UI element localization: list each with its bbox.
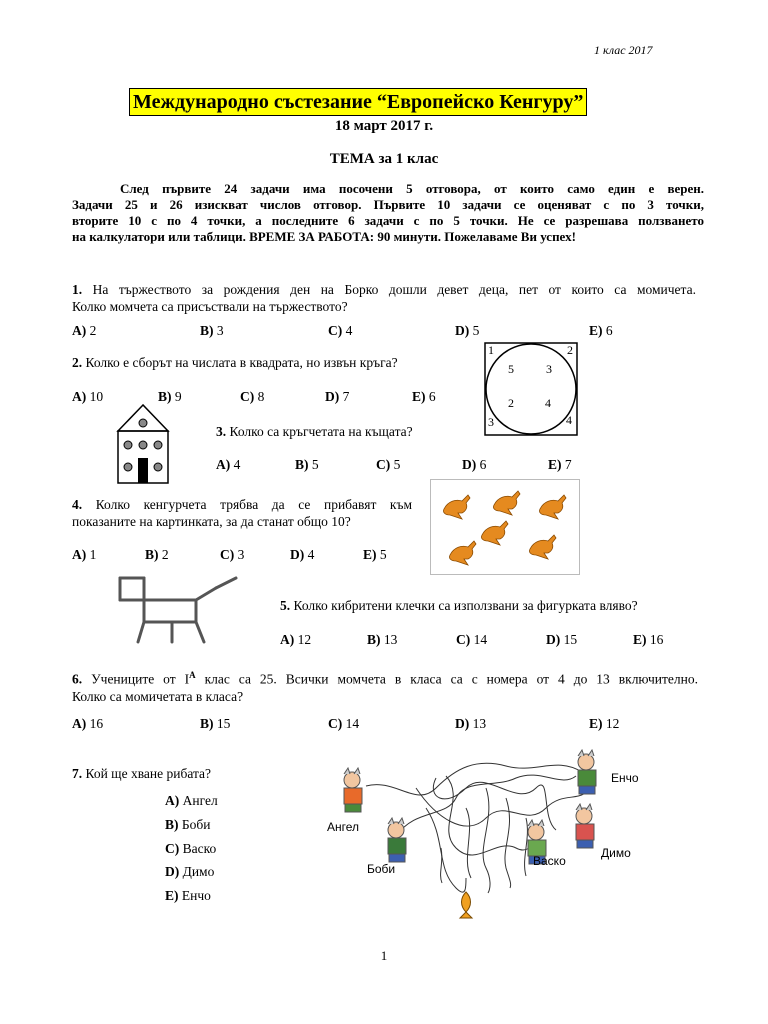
question-number: 6. — [72, 671, 83, 687]
answer-option[interactable]: B) Боби — [165, 817, 211, 832]
kangaroo-icon — [493, 491, 520, 515]
fishing-line — [466, 808, 471, 878]
matchstick — [196, 622, 204, 642]
child-name-label: Боби — [367, 862, 396, 876]
page-number: 1 — [380, 948, 388, 963]
answer-option[interactable]: E) 16 — [633, 632, 664, 647]
question-2 — [72, 355, 398, 371]
answer-option[interactable]: E) 7 — [548, 457, 572, 472]
kangaroos-picture — [430, 479, 580, 575]
matchstick — [138, 622, 144, 642]
question-3 — [216, 424, 413, 440]
answer-option[interactable]: A) Ангел — [165, 793, 218, 808]
square-circle-figure — [484, 342, 578, 436]
intro-line: вторите 10 с по 4 точки, а последните 6 задачи с по 5 точки. Не се разрешава ползването — [72, 213, 704, 228]
question-text: показаните на картинката, за да станат общо 10? — [72, 514, 351, 529]
child-figure-icon — [578, 750, 596, 794]
matchstick — [216, 578, 236, 588]
kangaroo-icon — [539, 495, 566, 519]
child-name-label: Ангел — [327, 820, 360, 834]
question-text: клас са 25. Всички момчета в класа са с номера от 4 до 13 включително. — [195, 671, 698, 687]
title-part-2: “Европейско Кенгуру” — [371, 91, 584, 113]
question-6 — [72, 667, 698, 705]
answer-option[interactable]: B) 3 — [200, 323, 224, 338]
intro-line: на калкулатори или таблици. ВРЕМЕ ЗА РАБОТА: 90 минути. Пожелаваме Ви успех! — [72, 229, 576, 244]
child-figure-icon — [576, 804, 594, 848]
square-number: 3 — [488, 415, 494, 429]
competition-date: 18 март 2017 г. — [334, 118, 434, 134]
answer-option[interactable]: D) Димо — [165, 864, 215, 879]
house-circle — [124, 463, 132, 471]
house-door — [138, 458, 148, 483]
fish-icon — [460, 892, 472, 918]
answer-option[interactable]: C) 3 — [220, 547, 245, 562]
class-superscript: А — [189, 670, 196, 680]
answer-option[interactable]: D) 4 — [290, 547, 315, 562]
question-text: Колко са момичетата в класа? — [72, 688, 244, 704]
fishing-line — [525, 818, 528, 876]
answer-option[interactable]: B) 5 — [295, 457, 319, 472]
question-7 — [72, 766, 211, 782]
kangaroo-icon — [481, 521, 508, 545]
answer-option[interactable]: C) Васко — [165, 841, 217, 856]
answer-option[interactable]: D) 13 — [455, 716, 487, 731]
answer-option[interactable]: A) 10 — [72, 389, 104, 404]
house-figure — [114, 403, 172, 485]
house-circle — [139, 419, 147, 427]
answer-option[interactable]: E) 5 — [363, 547, 387, 562]
house-circle — [154, 463, 162, 471]
question-1 — [72, 281, 696, 315]
square-number: 4 — [566, 413, 572, 427]
fishing-line — [446, 776, 538, 855]
fishing-line — [416, 778, 594, 826]
question-text: Колко кибритени клечки са използвани за фигурката вляво? — [293, 598, 638, 613]
title-part-1: Международно състезание — [133, 91, 372, 113]
kangaroo-icon — [529, 535, 556, 559]
house-circle — [124, 441, 132, 449]
question-number: 2. — [72, 355, 83, 370]
answer-option[interactable]: C) 14 — [328, 716, 360, 731]
answer-option[interactable]: A) 2 — [72, 323, 97, 338]
child-name-label: Васко — [533, 854, 566, 868]
theme-title: ТЕМА за 1 клас — [329, 151, 439, 167]
answer-option[interactable]: C) 8 — [240, 389, 265, 404]
competition-title — [129, 88, 587, 116]
intro-line: Задачи 25 и 26 изискват числов отговор. Първите 10 задачи се оценяват с по 3 точки, — [72, 197, 704, 212]
question-text: Колко кенгурчета трябва да се прибавят към — [95, 497, 413, 512]
fishing-line — [366, 763, 582, 795]
question-text: На тържеството за рождения ден на Борко дошли девет деца, пет от които са момичета. — [92, 282, 696, 297]
circle-number: 3 — [546, 362, 552, 376]
fishing-line — [426, 808, 466, 892]
answer-option[interactable]: A) 1 — [72, 547, 97, 562]
question-text: Учениците от I — [91, 671, 190, 687]
answer-option[interactable]: A) 12 — [280, 632, 312, 647]
answer-option[interactable]: E) Енчо — [165, 888, 211, 903]
square-number: 2 — [567, 343, 573, 357]
answer-option[interactable]: C) 5 — [376, 457, 401, 472]
question-number: 7. — [72, 766, 83, 781]
question-number: 3. — [216, 424, 227, 439]
answer-option[interactable]: A) 16 — [72, 716, 104, 731]
answer-option[interactable]: D) 5 — [455, 323, 480, 338]
child-name-label: Енчо — [611, 771, 639, 785]
intro-line: След първите 24 задачи има посочени 5 отговора, от които само един е верен. — [120, 181, 704, 196]
answer-option[interactable]: D) 6 — [462, 457, 487, 472]
question-text: Колко момчета са присъствали на тържеството? — [72, 299, 348, 314]
circle-number: 2 — [508, 396, 514, 410]
answer-option[interactable]: E) 6 — [589, 323, 613, 338]
answer-option[interactable]: B) 2 — [145, 547, 169, 562]
question-text: Колко е сборът на числата в квадрата, но извън кръга? — [85, 355, 398, 370]
answer-option[interactable]: B) 15 — [200, 716, 231, 731]
kangaroo-icon — [443, 495, 470, 519]
kangaroo-icon — [449, 541, 476, 565]
question-4 — [72, 496, 412, 530]
square-number: 1 — [488, 343, 494, 357]
answer-option[interactable]: E) 12 — [589, 716, 620, 731]
question-number: 4. — [72, 497, 83, 512]
fishing-maze-picture — [326, 748, 646, 918]
question-5 — [280, 598, 638, 614]
circle-shape — [486, 344, 576, 434]
house-circle — [139, 441, 147, 449]
question-text: Колко са кръгчетата на къщата? — [229, 424, 413, 439]
fishing-line — [483, 788, 490, 893]
answer-option[interactable]: B) 13 — [367, 632, 398, 647]
question-number: 5. — [280, 598, 291, 613]
question-text: Кой ще хване рибата? — [85, 766, 212, 781]
intro-paragraph — [72, 181, 704, 245]
question-number: 1. — [72, 282, 83, 297]
grade-year-header: 1 клас 2017 — [594, 43, 653, 57]
answer-option[interactable]: B) 9 — [158, 389, 182, 404]
answer-option[interactable]: D) 15 — [546, 632, 578, 647]
circle-number: 5 — [508, 362, 514, 376]
answer-option[interactable]: D) 7 — [325, 389, 350, 404]
child-figure-icon — [344, 768, 362, 812]
circle-number: 4 — [545, 396, 551, 410]
matchstick-figure — [116, 574, 240, 646]
child-name-label: Димо — [601, 846, 631, 860]
child-figure-icon — [388, 818, 406, 862]
answer-option[interactable]: C) 4 — [328, 323, 353, 338]
answer-option[interactable]: A) 4 — [216, 457, 241, 472]
answer-option[interactable]: C) 14 — [456, 632, 488, 647]
house-circle — [154, 441, 162, 449]
answer-option[interactable]: E) 6 — [412, 389, 436, 404]
matchstick — [196, 588, 216, 600]
